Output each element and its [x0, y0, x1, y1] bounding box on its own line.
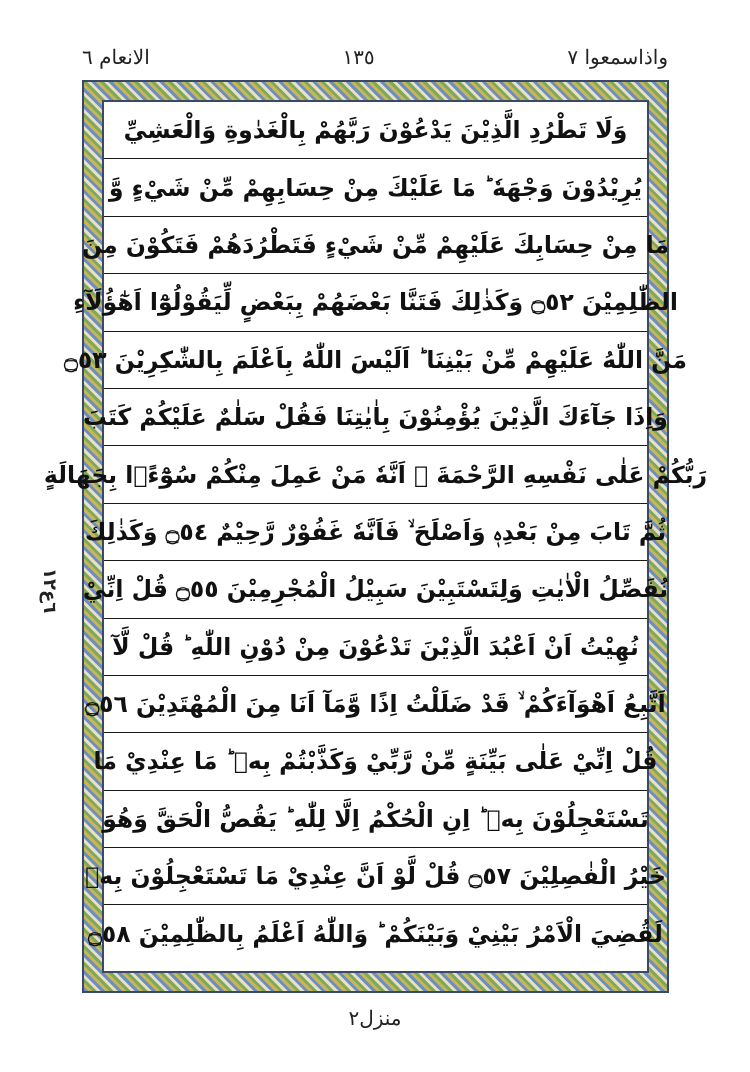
manzil-footer: منزل٢ — [348, 1006, 402, 1030]
verse-line: قُلْ اِنِّيْ عَلٰى بَيِّنَةٍ مِّنْ رَّبِّيْ وَكَذَّبْتُمْ بِهٖ ؕ مَا عِنْدِيْ مَا — [104, 733, 647, 790]
page-header — [82, 40, 668, 74]
verse-line: رَبُّكُمْ عَلٰى نَفْسِهِ الرَّحْمَةَ ۙ اَنَّهٗ مَنْ عَمِلَ مِنْكُمْ سُوْٓءًۢا بِجَهَالَةٍ — [104, 446, 647, 503]
verse-line: نُفَصِّلُ الْاٰيٰتِ وَلِتَسْتَبِيْنَ سَبِيْلُ الْمُجْرِمِيْنَ ۝٥٥ قُلْ اِنِّيْ — [104, 561, 647, 618]
verse-line: اَتَّبِعُ اَهْوَآءَكُمْ ۙ قَدْ ضَلَلْتُ اِذًا وَّمَآ اَنَا مِنَ الْمُهْتَدِيْنَ ۝٥٦ — [104, 676, 647, 733]
verse-line: تَسْتَعْجِلُوْنَ بِهٖ ؕ اِنِ الْحُكْمُ اِلَّا لِلّٰهِ ؕ يَقُصُّ الْحَقَّ وَهُوَ — [104, 791, 647, 848]
surah-name: الانعام ٦ — [82, 45, 150, 69]
verse-line: وَلَا تَطْرُدِ الَّذِيْنَ يَدْعُوْنَ رَبَّهُمْ بِالْغَدٰوةِ وَالْعَشِيِّ — [104, 102, 647, 159]
verse-line: مَا مِنْ حِسَابِكَ عَلَيْهِمْ مِّنْ شَيْءٍ فَتَطْرُدَهُمْ فَتَكُوْنَ مِنَ — [104, 217, 647, 274]
verse-line: ثُمَّ تَابَ مِنْ بَعْدِهٖ وَاَصْلَحَ ۙ فَاَنَّهٗ غَفُوْرٌ رَّحِيْمٌ ۝٥٤ وَكَذٰلِكَ — [104, 504, 647, 561]
page-number: ١٣٥ — [342, 45, 375, 69]
verse-line: خَيْرُ الْفٰصِلِيْنَ ۝٥٧ قُلْ لَّوْ اَنَّ عِنْدِيْ مَا تَسْتَعْجِلُوْنَ بِهٖ — [104, 848, 647, 905]
verse-line: نُهِيْتُ اَنْ اَعْبُدَ الَّذِيْنَ تَدْعُوْنَ مِنْ دُوْنِ اللّٰهِ ؕ قُلْ لَّآ — [104, 619, 647, 676]
verse-line: وَاِذَا جَآءَكَ الَّذِيْنَ يُؤْمِنُوْنَ بِاٰيٰتِنَا فَقُلْ سَلٰمٌ عَلَيْكُمْ كَتَبَ — [104, 389, 647, 446]
verse-line: مَنَّ اللّٰهُ عَلَيْهِمْ مِّنْ بَيْنِنَا ؕ اَلَيْسَ اللّٰهُ بِاَعْلَمَ بِالشّٰكِرِيْنَ ۝٥٣ — [104, 332, 647, 389]
verse-line: الظّٰلِمِيْنَ ۝٥٢ وَكَذٰلِكَ فَتَنَّا بَعْضَهُمْ بِبَعْضٍ لِّيَقُوْلُوْٓا اَهٰٓؤُلَآءِ — [104, 274, 647, 331]
verse-line: يُرِيْدُوْنَ وَجْهَهٗ ؕ مَا عَلَيْكَ مِنْ حِسَابِهِمْ مِّنْ شَيْءٍ وَّ — [104, 159, 647, 216]
verse-line: لَقُضِيَ الْاَمْرُ بَيْنِيْ وَبَيْنَكُمْ ؕ وَاللّٰهُ اَعْلَمُ بِالظّٰلِمِيْنَ ۝٥٨ — [88, 920, 663, 949]
para-name: واذاسمعوا ٧ — [567, 45, 668, 69]
ruku-marker: ٦ع١٢ — [39, 568, 60, 614]
